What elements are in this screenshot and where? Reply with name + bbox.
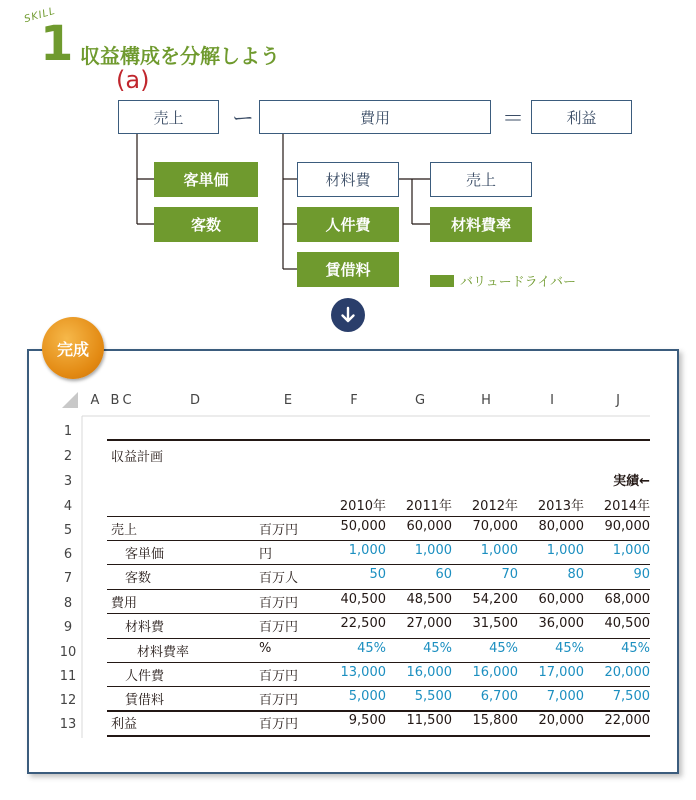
row-unit: % xyxy=(259,641,272,656)
value-cell[interactable]: 15,800 xyxy=(472,713,518,728)
row-number: 6 xyxy=(63,547,73,562)
sheet-title: 収益計画 xyxy=(111,450,164,465)
value-cell[interactable]: 90 xyxy=(633,567,650,582)
customers-box: 客数 xyxy=(154,207,258,242)
year-header: 2014年 xyxy=(603,499,650,514)
value-cell[interactable]: 45% xyxy=(555,641,584,656)
row-unit: 百万円 xyxy=(259,523,299,538)
value-cell[interactable]: 20,000 xyxy=(604,665,650,680)
col-header-f: F xyxy=(350,393,358,408)
year-header: 2010年 xyxy=(339,499,386,514)
page-title: 収益構成を分解しよう xyxy=(80,44,280,68)
value-cell[interactable]: 13,000 xyxy=(340,665,386,680)
rent-box: 賃借料 xyxy=(297,252,399,287)
value-cell[interactable]: 60,000 xyxy=(406,519,452,534)
row-unit: 百万円 xyxy=(259,596,299,611)
col-header-b: B xyxy=(110,393,120,408)
row-unit: 百万円 xyxy=(259,620,299,635)
value-cell[interactable]: 50,000 xyxy=(340,519,386,534)
value-cell[interactable]: 1,000 xyxy=(612,543,650,558)
year-header: 2012年 xyxy=(471,499,518,514)
skill-number: 1 xyxy=(40,16,74,72)
row-number: 1 xyxy=(63,424,73,439)
row-label: 費用 xyxy=(111,596,138,611)
legend-label: バリュードライバー xyxy=(460,275,576,290)
row-rule xyxy=(107,613,650,614)
title-rule xyxy=(107,439,650,441)
col-header-a: A xyxy=(90,393,100,408)
costs-box: 費用 xyxy=(259,100,491,134)
value-cell[interactable]: 45% xyxy=(621,641,650,656)
row-rule xyxy=(107,638,650,639)
value-cell[interactable]: 36,000 xyxy=(538,616,584,631)
value-cell[interactable]: 60 xyxy=(435,567,452,582)
sales-box: 売上 xyxy=(118,100,219,134)
row-label: 材料費率 xyxy=(137,645,190,660)
row-number: 7 xyxy=(63,571,73,586)
col-header-c: C xyxy=(122,393,132,408)
diagram-sublabel: (a) xyxy=(116,66,150,94)
value-cell[interactable]: 22,500 xyxy=(340,616,386,631)
row-rule xyxy=(107,589,650,590)
row-unit: 円 xyxy=(259,547,273,562)
value-cell[interactable]: 60,000 xyxy=(538,592,584,607)
row-label: 人件費 xyxy=(125,669,165,684)
labor-cost-box: 人件費 xyxy=(297,207,399,242)
value-cell[interactable]: 90,000 xyxy=(604,519,650,534)
value-cell[interactable]: 1,000 xyxy=(348,543,386,558)
value-cell[interactable]: 70,000 xyxy=(472,519,518,534)
col-header-h: H xyxy=(481,393,491,408)
row-rule xyxy=(107,686,650,687)
value-cell[interactable]: 5,000 xyxy=(348,689,386,704)
complete-badge: 完成 xyxy=(42,317,104,379)
legend-swatch xyxy=(430,275,454,287)
value-cell[interactable]: 45% xyxy=(489,641,518,656)
row-rule xyxy=(107,540,650,541)
row-number: 12 xyxy=(59,693,77,708)
value-cell[interactable]: 7,500 xyxy=(612,689,650,704)
value-cell[interactable]: 70 xyxy=(501,567,518,582)
row-number: 11 xyxy=(59,669,77,684)
year-header: 2013年 xyxy=(537,499,584,514)
row-unit: 百万円 xyxy=(259,669,299,684)
row-unit: 百万円 xyxy=(259,717,299,732)
value-cell[interactable]: 20,000 xyxy=(538,713,584,728)
value-cell[interactable]: 11,500 xyxy=(406,713,452,728)
value-cell[interactable]: 50 xyxy=(369,567,386,582)
value-cell[interactable]: 54,200 xyxy=(472,592,518,607)
col-header-e: E xyxy=(283,393,293,408)
actual-label: 実績← xyxy=(613,474,650,489)
row-rule xyxy=(107,662,650,663)
value-cell[interactable]: 1,000 xyxy=(546,543,584,558)
value-cell[interactable]: 16,000 xyxy=(406,665,452,680)
value-cell[interactable]: 1,000 xyxy=(480,543,518,558)
row-rule xyxy=(107,564,650,565)
value-cell[interactable]: 9,500 xyxy=(348,713,386,728)
row-label: 利益 xyxy=(111,717,138,732)
material-rate-box: 材料費率 xyxy=(430,207,532,242)
row-number: 3 xyxy=(63,474,73,489)
profit-box: 利益 xyxy=(531,100,632,134)
unit-price-box: 客単価 xyxy=(154,162,258,197)
col-header-g: G xyxy=(414,393,426,408)
value-cell[interactable]: 40,500 xyxy=(604,616,650,631)
col-header-i: I xyxy=(550,393,554,408)
row-number: 2 xyxy=(63,449,73,464)
year-header: 2011年 xyxy=(405,499,452,514)
down-arrow-icon xyxy=(331,298,365,332)
value-cell[interactable]: 27,000 xyxy=(406,616,452,631)
value-cell[interactable]: 40,500 xyxy=(340,592,386,607)
value-cell[interactable]: 31,500 xyxy=(472,616,518,631)
value-cell[interactable]: 80 xyxy=(567,567,584,582)
skill-label: SKILL xyxy=(23,5,57,26)
row-rule xyxy=(107,710,650,712)
col-header-j: J xyxy=(616,393,620,408)
table-bottom-rule xyxy=(107,735,650,737)
row-label: 客単価 xyxy=(125,547,165,562)
value-cell[interactable]: 45% xyxy=(423,641,452,656)
col-header-d: D xyxy=(189,393,200,408)
row-number: 5 xyxy=(63,523,73,538)
row-number: 10 xyxy=(59,645,77,660)
row-label: 売上 xyxy=(111,523,138,538)
value-cell[interactable]: 17,000 xyxy=(538,665,584,680)
row-label: 客数 xyxy=(125,571,152,586)
value-cell[interactable]: 16,000 xyxy=(472,665,518,680)
row-label: 材料費 xyxy=(125,620,165,635)
value-cell[interactable]: 6,700 xyxy=(480,689,518,704)
minus-operator: ー xyxy=(232,107,255,132)
value-cell[interactable]: 68,000 xyxy=(604,592,650,607)
row-number: 9 xyxy=(63,620,73,635)
value-cell[interactable]: 80,000 xyxy=(538,519,584,534)
row-rule xyxy=(107,516,650,517)
value-cell[interactable]: 45% xyxy=(357,641,386,656)
sales2-box: 売上 xyxy=(430,162,532,197)
material-cost-box: 材料費 xyxy=(297,162,399,197)
value-cell[interactable]: 48,500 xyxy=(406,592,452,607)
value-cell[interactable]: 5,500 xyxy=(414,689,452,704)
row-number: 13 xyxy=(59,717,77,732)
row-unit: 百万円 xyxy=(259,693,299,708)
value-cell[interactable]: 7,000 xyxy=(546,689,584,704)
row-unit: 百万人 xyxy=(259,571,299,586)
row-number: 4 xyxy=(63,499,73,514)
equals-operator: ＝ xyxy=(502,107,525,132)
row-number: 8 xyxy=(63,596,73,611)
value-cell[interactable]: 1,000 xyxy=(414,543,452,558)
value-cell[interactable]: 22,000 xyxy=(604,713,650,728)
row-label: 賃借料 xyxy=(125,693,165,708)
